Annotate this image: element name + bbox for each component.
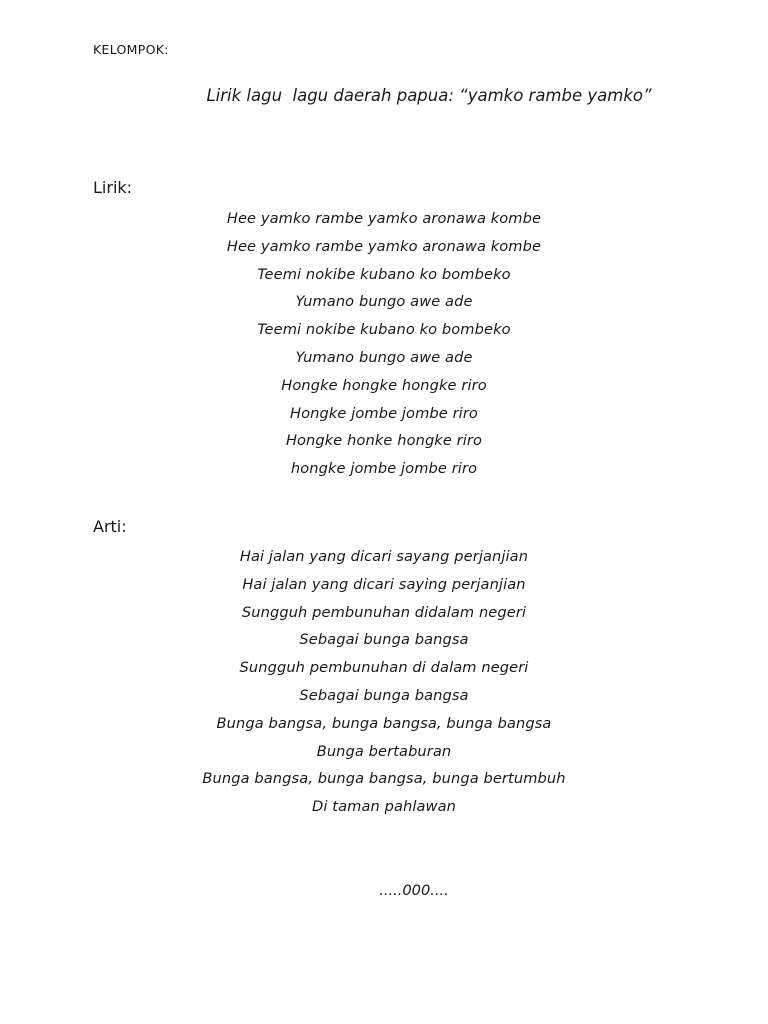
lyric-line: Hongke jombe jombe riro — [290, 404, 478, 422]
meaning-line: Di taman pahlawan — [312, 798, 456, 816]
group-label: KELOMPOK: — [93, 42, 169, 57]
meaning-line: Bunga bertaburan — [316, 742, 452, 760]
lyric-line: hongke jombe jombe riro — [290, 460, 478, 478]
lyric-line: Hongke hongke hongke riro — [281, 376, 487, 394]
meaning-heading: Arti: — [93, 517, 127, 536]
end-mark: .....000.... — [379, 882, 449, 899]
meaning-line: Bunga bangsa, bunga bangsa, bunga bertumbuh — [202, 770, 566, 788]
lyrics-list — [0, 205, 768, 483]
meaning-line: Hai jalan yang dicari saying perjanjian — [242, 575, 526, 593]
meaning-line: Sungguh pembunuhan didalam negeri — [241, 603, 527, 621]
lyric-line: Hongke honke hongke riro — [285, 432, 483, 450]
lyrics-heading: Lirik: — [93, 178, 133, 197]
lyric-line: Hee yamko rambe yamko aronawa kombe — [226, 210, 542, 227]
lyric-line: Teemi nokibe kubano ko bombeko — [257, 265, 511, 283]
meaning-line: Sebagai bunga bangsa — [299, 686, 469, 704]
lyric-line: Yumano bungo awe ade — [295, 293, 473, 311]
meaning-line: Sebagai bunga bangsa — [299, 631, 469, 649]
meaning-line: Bunga bangsa, bunga bangsa, bunga bangsa — [216, 714, 552, 732]
document-title: Lirik lagu lagu daerah papua: “yamko rambe yamko” — [206, 86, 652, 105]
meaning-list — [0, 543, 768, 821]
lyric-line: Yumano bungo awe ade — [295, 348, 473, 366]
meaning-line: Hai jalan yang dicari sayang perjanjian — [239, 548, 529, 565]
lyric-line: Hee yamko rambe yamko aronawa kombe — [226, 237, 542, 255]
meaning-line: Sungguh pembunuhan di dalam negeri — [239, 659, 529, 677]
lyric-line: Teemi nokibe kubano ko bombeko — [257, 321, 511, 339]
